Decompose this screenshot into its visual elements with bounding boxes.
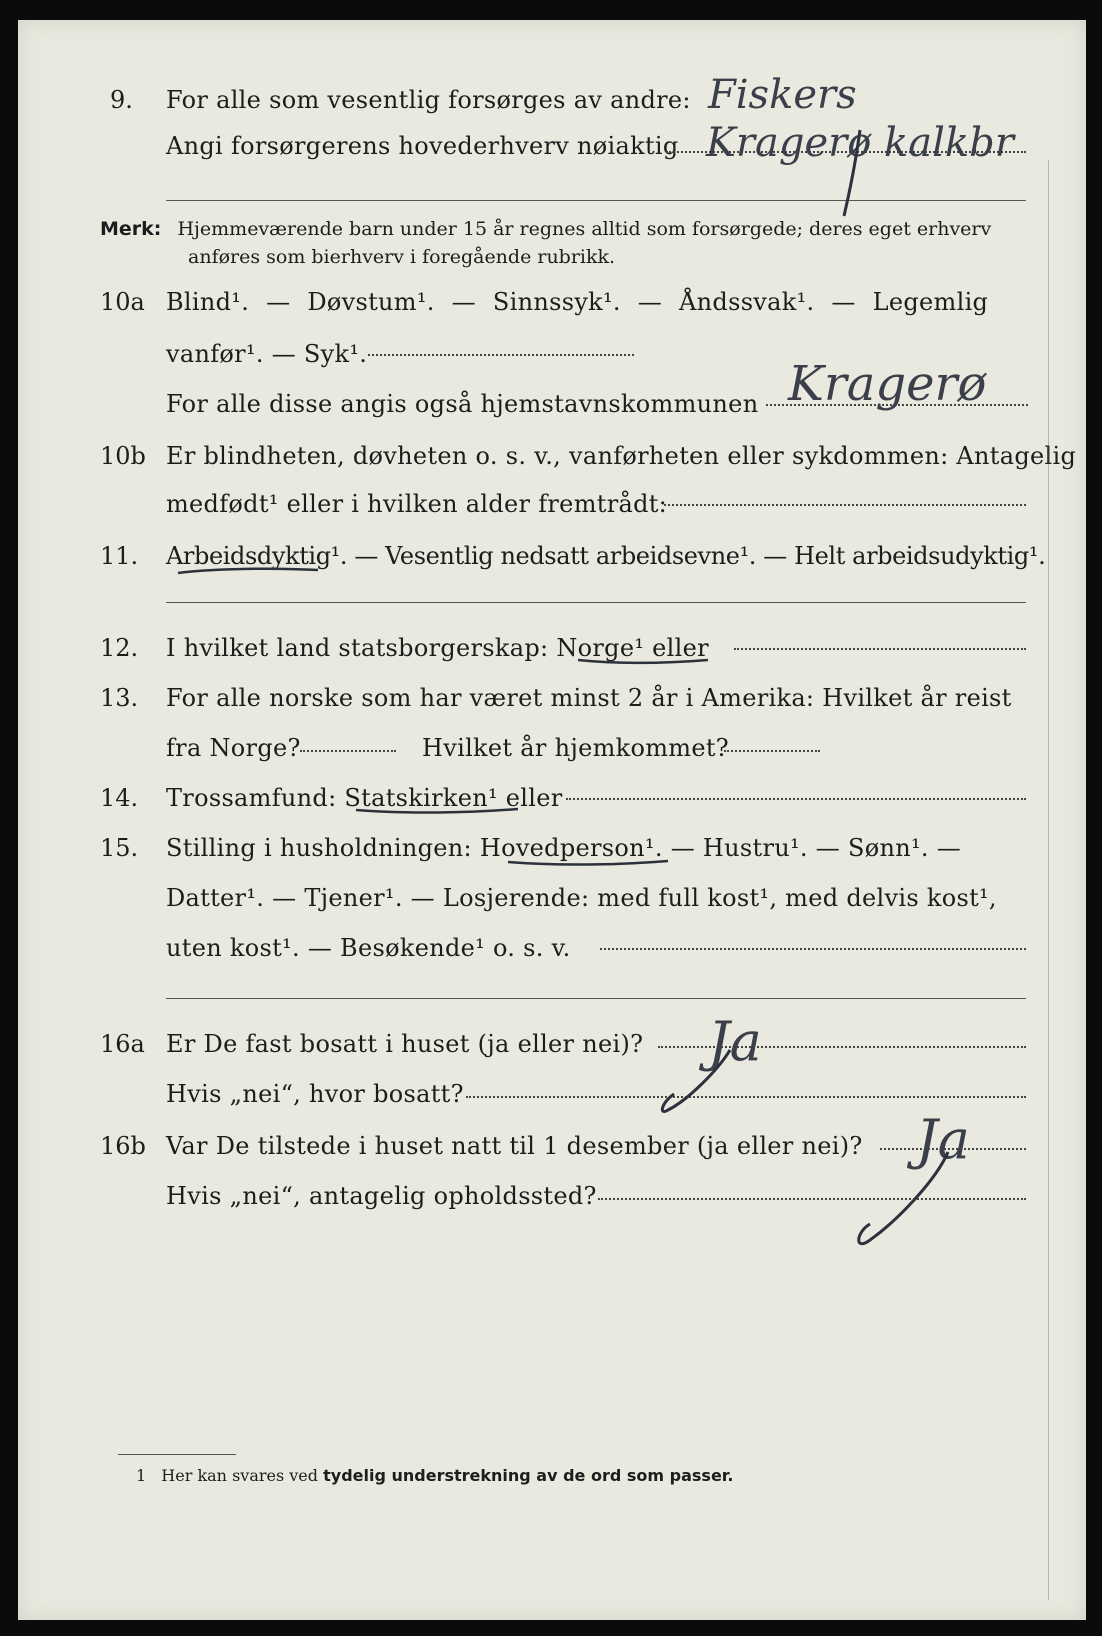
q15-number: 15. xyxy=(100,834,139,862)
q14-line1: Trossamfund: Statskirken¹ eller xyxy=(166,784,563,812)
q13-reist-line xyxy=(300,750,396,752)
q16a-line1: Er De fast bosatt i huset (ja eller nei)? xyxy=(166,1030,644,1058)
footnote-mark: 1 xyxy=(136,1466,147,1485)
q9-line1: For alle som vesentlig forsørges av andre: xyxy=(166,86,691,114)
q9-number: 9. xyxy=(110,86,133,114)
q15-line2: Datter¹. — Tjener¹. — Losjerende: med full kost¹, med delvis kost¹, xyxy=(166,884,997,912)
q12-answer-line xyxy=(734,648,1026,650)
q13-line1: For alle norske som har været minst 2 år i Amerika: Hvilket år reist xyxy=(166,684,1012,712)
q16a-bosatt-line xyxy=(466,1096,1026,1098)
q10a-line3: For alle disse angis også hjemstavnskommunen xyxy=(166,390,759,418)
page-crease xyxy=(1048,160,1049,1600)
q11-blank-line xyxy=(166,602,1026,603)
q11-line1: Arbeidsdyktig¹. — Vesentlig nedsatt arbeidsevne¹. — Helt arbeidsudyktig¹. xyxy=(166,542,1046,570)
q9-handwritten-answer1: Fiskers xyxy=(708,72,857,118)
q14-answer-line xyxy=(566,798,1026,800)
q10b-answer-line xyxy=(664,504,1026,506)
merk-line2: anføres som bierhverv i foregående rubrikk. xyxy=(188,246,616,268)
q10a-syk-line xyxy=(368,354,634,356)
q11-number: 11. xyxy=(100,542,139,570)
q13-number: 13. xyxy=(100,684,139,712)
q10a-handwritten-answer: Kragerø xyxy=(788,356,987,412)
q9-handwritten-answer2: Kragerø kalkbr xyxy=(706,120,1014,166)
merk-line1: Hjemmeværende barn under 15 år regnes alltid som forsørgede; deres eget erhverv xyxy=(177,218,992,240)
q12-line1: I hvilket land statsborgerskap: Norge¹ eller xyxy=(166,634,709,662)
footnote-bold-text: tydelig understrekning av de ord som passer. xyxy=(323,1466,734,1485)
q9-blank-line xyxy=(166,200,1026,201)
q9-line2: Angi forsørgerens hovederhverv nøiaktig xyxy=(166,132,679,160)
q10b-line2: medfødt¹ eller i hvilken alder fremtrådt: xyxy=(166,490,668,518)
footnote-text: Her kan svares ved xyxy=(161,1466,319,1485)
q16a-handwritten-answer: Ja xyxy=(708,1010,762,1073)
q10b-number: 10b xyxy=(100,442,146,470)
q16b-line2: Hvis „nei“, antagelig opholdssted? xyxy=(166,1182,597,1210)
q14-number: 14. xyxy=(100,784,139,812)
merk-note xyxy=(100,218,991,240)
q16b-number: 16b xyxy=(100,1132,146,1160)
q15-line1: Stilling i husholdningen: Hovedperson¹. — Hustru¹. — Sønn¹. — xyxy=(166,834,962,862)
q10b-line1: Er blindheten, døvheten o. s. v., vanførheten eller sykdommen: Antagelig xyxy=(166,442,1077,470)
q13-line2a: fra Norge? xyxy=(166,734,301,762)
q13-hjemkommet-line xyxy=(724,750,820,752)
q15-blank-line xyxy=(166,998,1026,999)
merk-label: Merk: xyxy=(100,218,162,240)
q16a-number: 16a xyxy=(100,1030,145,1058)
census-form-page xyxy=(18,20,1086,1620)
q10a-number: 10a xyxy=(100,288,145,316)
q16b-handwritten-answer: Ja xyxy=(916,1108,970,1171)
q13-line2b: Hvilket år hjemkommet? xyxy=(422,734,729,762)
q10a-line1: Blind¹. — Døvstum¹. — Sinnssyk¹. — Åndssvak¹. — Legemlig xyxy=(166,288,989,316)
q15-answer-line xyxy=(600,948,1026,950)
q16a-line2: Hvis „nei“, hvor bosatt? xyxy=(166,1080,464,1108)
q10a-line2: vanfør¹. — Syk¹. xyxy=(166,340,368,368)
q15-line3: uten kost¹. — Besøkende¹ o. s. v. xyxy=(166,934,571,962)
q16b-opholdssted-line xyxy=(598,1198,1026,1200)
q12-number: 12. xyxy=(100,634,139,662)
q16b-line1: Var De tilstede i huset natt til 1 desember (ja eller nei)? xyxy=(166,1132,863,1160)
footnote-rule xyxy=(118,1454,236,1455)
footnote xyxy=(136,1466,733,1485)
